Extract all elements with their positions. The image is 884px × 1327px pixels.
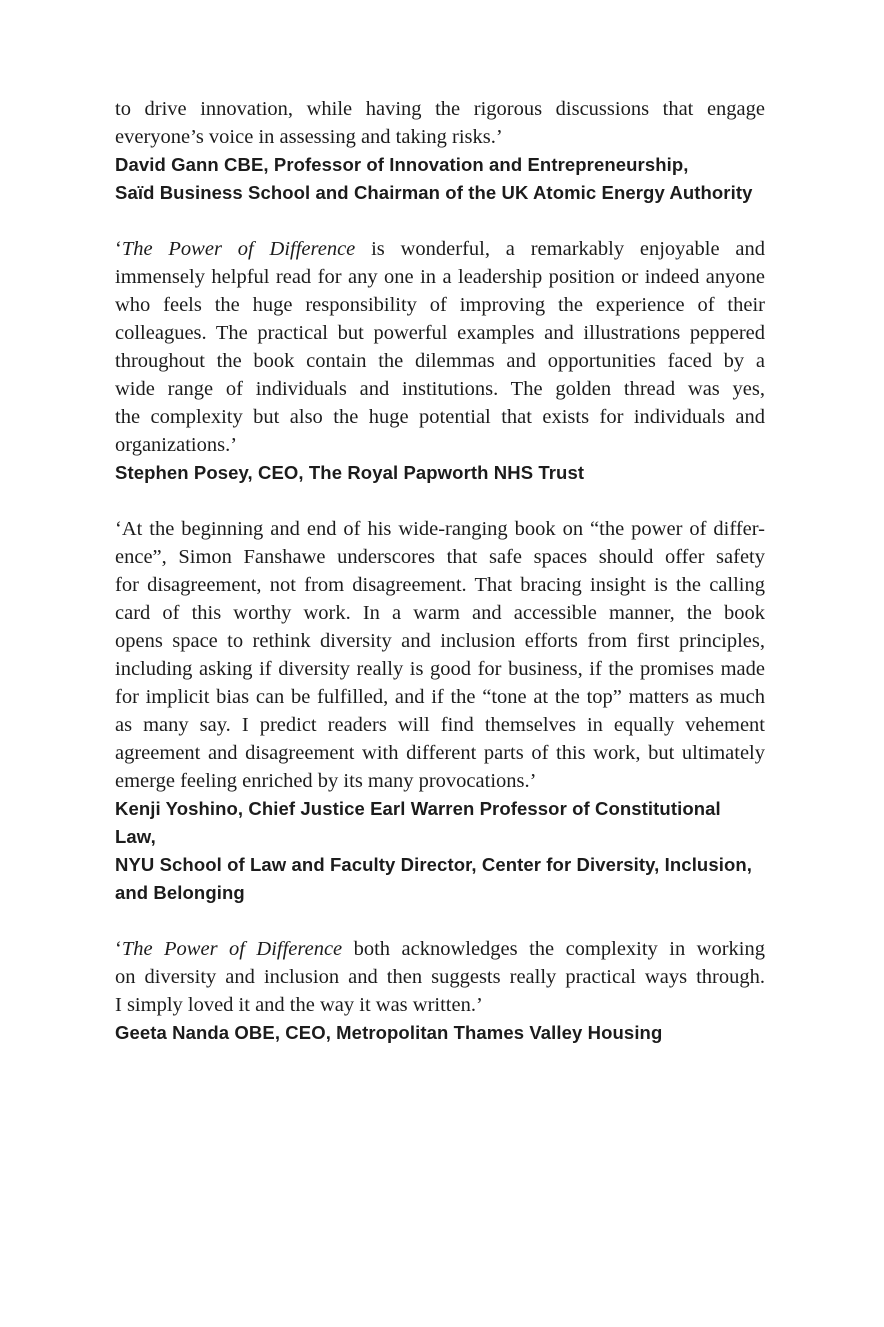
endorsements-section (115, 95, 765, 1075)
quote-text: organizations.’ (115, 434, 238, 456)
quote-line (115, 515, 765, 543)
quote-line (115, 991, 765, 1019)
attribution-line: NYU School of Law and Faculty Director, Center for Diversity, Inclusion, (115, 854, 753, 875)
quote-text: colleagues. The practical but powerful examples and illustrations peppered (115, 322, 765, 344)
attribution-line: Stephen Posey, CEO, The Royal Papworth NHS Trust (115, 462, 585, 483)
quote-line (115, 599, 765, 627)
quote-line (115, 431, 765, 459)
attribution-line: and Belonging (115, 882, 245, 903)
endorsement-quote (115, 95, 765, 207)
quote-text: as many say. I predict readers will find themselves in equally vehement (115, 714, 765, 736)
quote-line (115, 627, 765, 655)
quote-line (115, 655, 765, 683)
quote-text: throughout the book contain the dilemmas and opportunities faced by a (115, 350, 765, 372)
quote-text: I simply loved it and the way it was written.’ (115, 994, 483, 1016)
quote-text: everyone’s voice in assessing and taking risks.’ (115, 126, 503, 148)
quote-line (115, 403, 765, 431)
quote-text: emerge feeling enriched by its many provocations.’ (115, 770, 537, 792)
quote-line (115, 963, 765, 991)
quote-text: wide range of individuals and institutions. The golden thread was yes, (115, 378, 765, 400)
quote-text: card of this worthy work. In a warm and accessible manner, the book (115, 602, 765, 624)
quote-text: is wonderful, a remarkably enjoyable and (355, 238, 765, 260)
attribution-line: David Gann CBE, Professor of Innovation and Entrepreneurship, (115, 154, 689, 175)
quote-line (115, 767, 765, 795)
endorsement-quote (115, 235, 765, 487)
quote-text: ‘ (115, 238, 122, 260)
quote-line (115, 543, 765, 571)
quote-line (115, 739, 765, 767)
quote-text: to drive innovation, while having the rigorous discussions that engage (115, 98, 765, 120)
quote-text: opens space to rethink diversity and inclusion efforts from first principles, (115, 630, 765, 652)
quote-text: ‘At the beginning and end of his wide-ranging book on “the power of differ- (115, 518, 765, 540)
quote-line (115, 123, 765, 151)
quote-text: both acknowledges the complexity in working (342, 938, 765, 960)
endorsement-quote (115, 935, 765, 1047)
book-title-italic: The Power of Difference (121, 938, 343, 960)
quote-line (115, 711, 765, 739)
quote-text: who feels the huge responsibility of improving the experience of their (115, 294, 765, 316)
quote-line (115, 935, 765, 963)
quote-text: immensely helpful read for any one in a leadership position or indeed anyone (115, 266, 765, 288)
quote-line (115, 319, 765, 347)
quote-line (115, 291, 765, 319)
quote-line (115, 95, 765, 123)
quote-text: for implicit bias can be fulfilled, and if the “tone at the top” matters as much (115, 686, 765, 708)
endorsement-quote (115, 515, 765, 907)
quote-line (115, 375, 765, 403)
attribution-line: Geeta Nanda OBE, CEO, Metropolitan Thames Valley Housing (115, 1022, 663, 1043)
quote-text: for disagreement, not from disagreement. That bracing insight is the calling (115, 574, 765, 596)
attribution-line: Kenji Yoshino, Chief Justice Earl Warren Professor of Constitutional Law, (115, 798, 721, 847)
quote-line (115, 263, 765, 291)
quote-text: ‘ (115, 938, 122, 960)
quote-line (115, 235, 765, 263)
quote-line (115, 571, 765, 599)
book-title-italic: The Power of Difference (121, 238, 356, 260)
quote-text: on diversity and inclusion and then suggests really practical ways through. (115, 966, 765, 988)
quote-text: ence”, Simon Fanshawe underscores that safe spaces should offer safety (115, 546, 765, 568)
quote-line (115, 347, 765, 375)
quote-text: including asking if diversity really is good for business, if the promises made (115, 658, 765, 680)
quote-text: the complexity but also the huge potential that exists for individuals and (115, 406, 765, 428)
quote-line (115, 683, 765, 711)
attribution-line: Saïd Business School and Chairman of the UK Atomic Energy Authority (115, 182, 753, 203)
quote-text: agreement and disagreement with different parts of this work, but ultimately (115, 742, 765, 764)
